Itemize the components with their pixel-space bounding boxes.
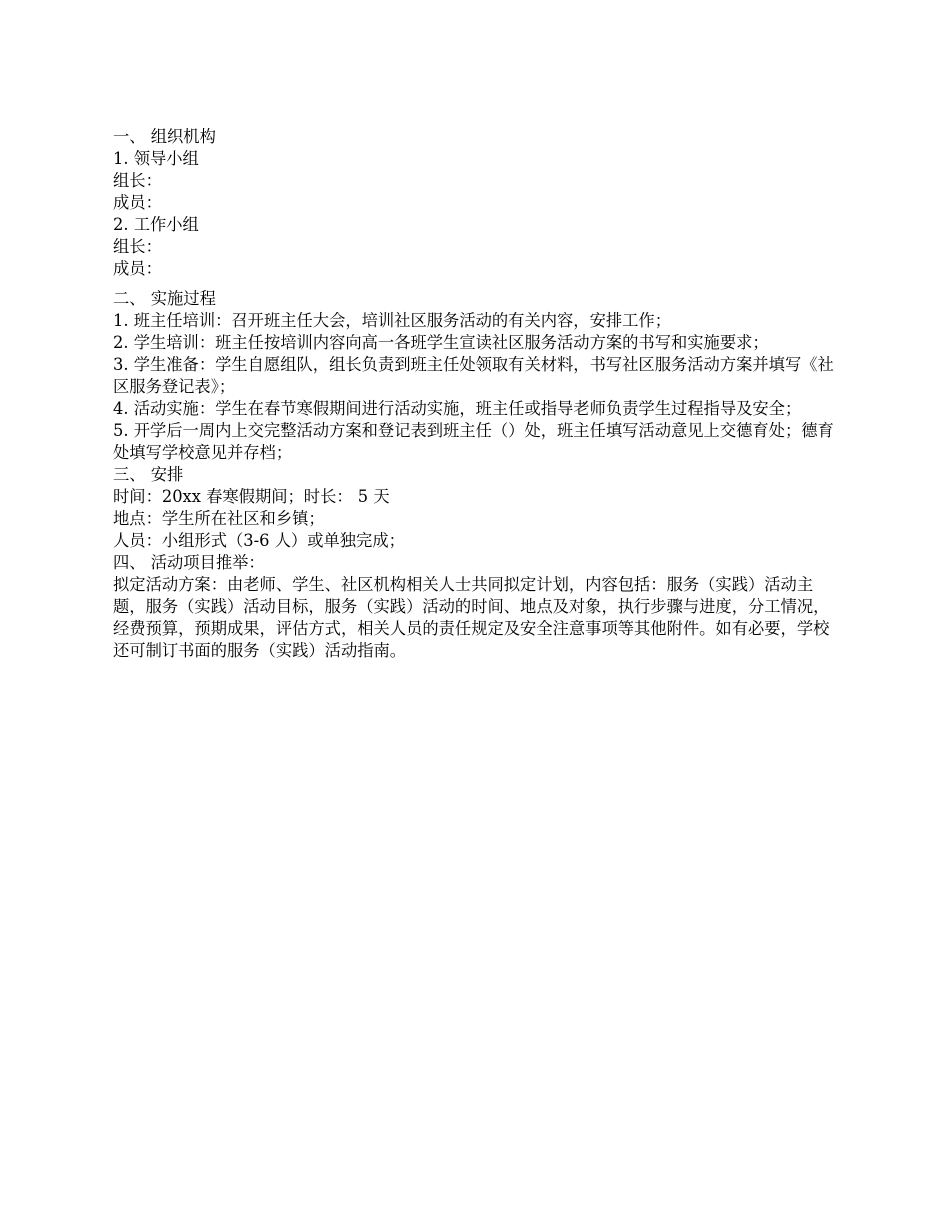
process-item: 3. 学生准备：学生自愿组队，组长负责到班主任处领取有关材料，书写社区服务活动方案并填写《社区服务登记表》； (113, 355, 834, 396)
process-item: 5. 开学后一周内上交完整活动方案和登记表到班主任（）处，班主任填写活动意见上交德育处；德育处填写学校意见并存档； (113, 421, 834, 462)
work-group-members-label: 成员： (113, 259, 162, 278)
process-item: 2. 学生培训：班主任按培训内容向高一各班学生宣读社区服务活动方案的书写和实施要求； (113, 333, 769, 352)
leader-group-members-label: 成员： (113, 193, 162, 212)
work-group-leader-label: 组长： (113, 237, 162, 256)
leader-group-leader-label: 组长： (113, 171, 162, 190)
leader-group-title: 1. 领导小组 (113, 149, 199, 168)
section-heading-organization: 一、 组织机构 (113, 127, 216, 146)
process-item: 1. 班主任培训：召开班主任大会，培训社区服务活动的有关内容，安排工作； (113, 311, 671, 330)
section-heading-schedule: 三、 安排 (113, 465, 184, 484)
schedule-time: 时间：20xx 春寒假期间；时长： 5 天 (113, 487, 390, 506)
section-heading-process: 二、 实施过程 (113, 289, 216, 308)
work-group-title: 2. 工作小组 (113, 215, 199, 234)
schedule-people: 人员：小组形式（3-6 人）或单独完成； (113, 531, 405, 550)
section-heading-projects: 四、 活动项目推举： (113, 553, 265, 572)
section-spacer (113, 280, 843, 288)
process-item: 4. 活动实施：学生在春节寒假期间进行活动实施，班主任或指导老师负责学生过程指导及安全； (113, 399, 802, 418)
schedule-place: 地点：学生所在社区和乡镇； (113, 509, 325, 528)
projects-body: 拟定活动方案：由老师、学生、社区机构相关人士共同拟定计划，内容包括：服务（实践）活动主题，服务（实践）活动目标，服务（实践）活动的时间、地点及对象，执行步骤与进度，分工情况，经费预算，预期成果，评估方式，相关人员的责任规定及安全注意事项等其他附件。如有必要，学校还可制订书面的服务（实践）活动指南。 (113, 575, 830, 660)
document-body (113, 126, 843, 662)
